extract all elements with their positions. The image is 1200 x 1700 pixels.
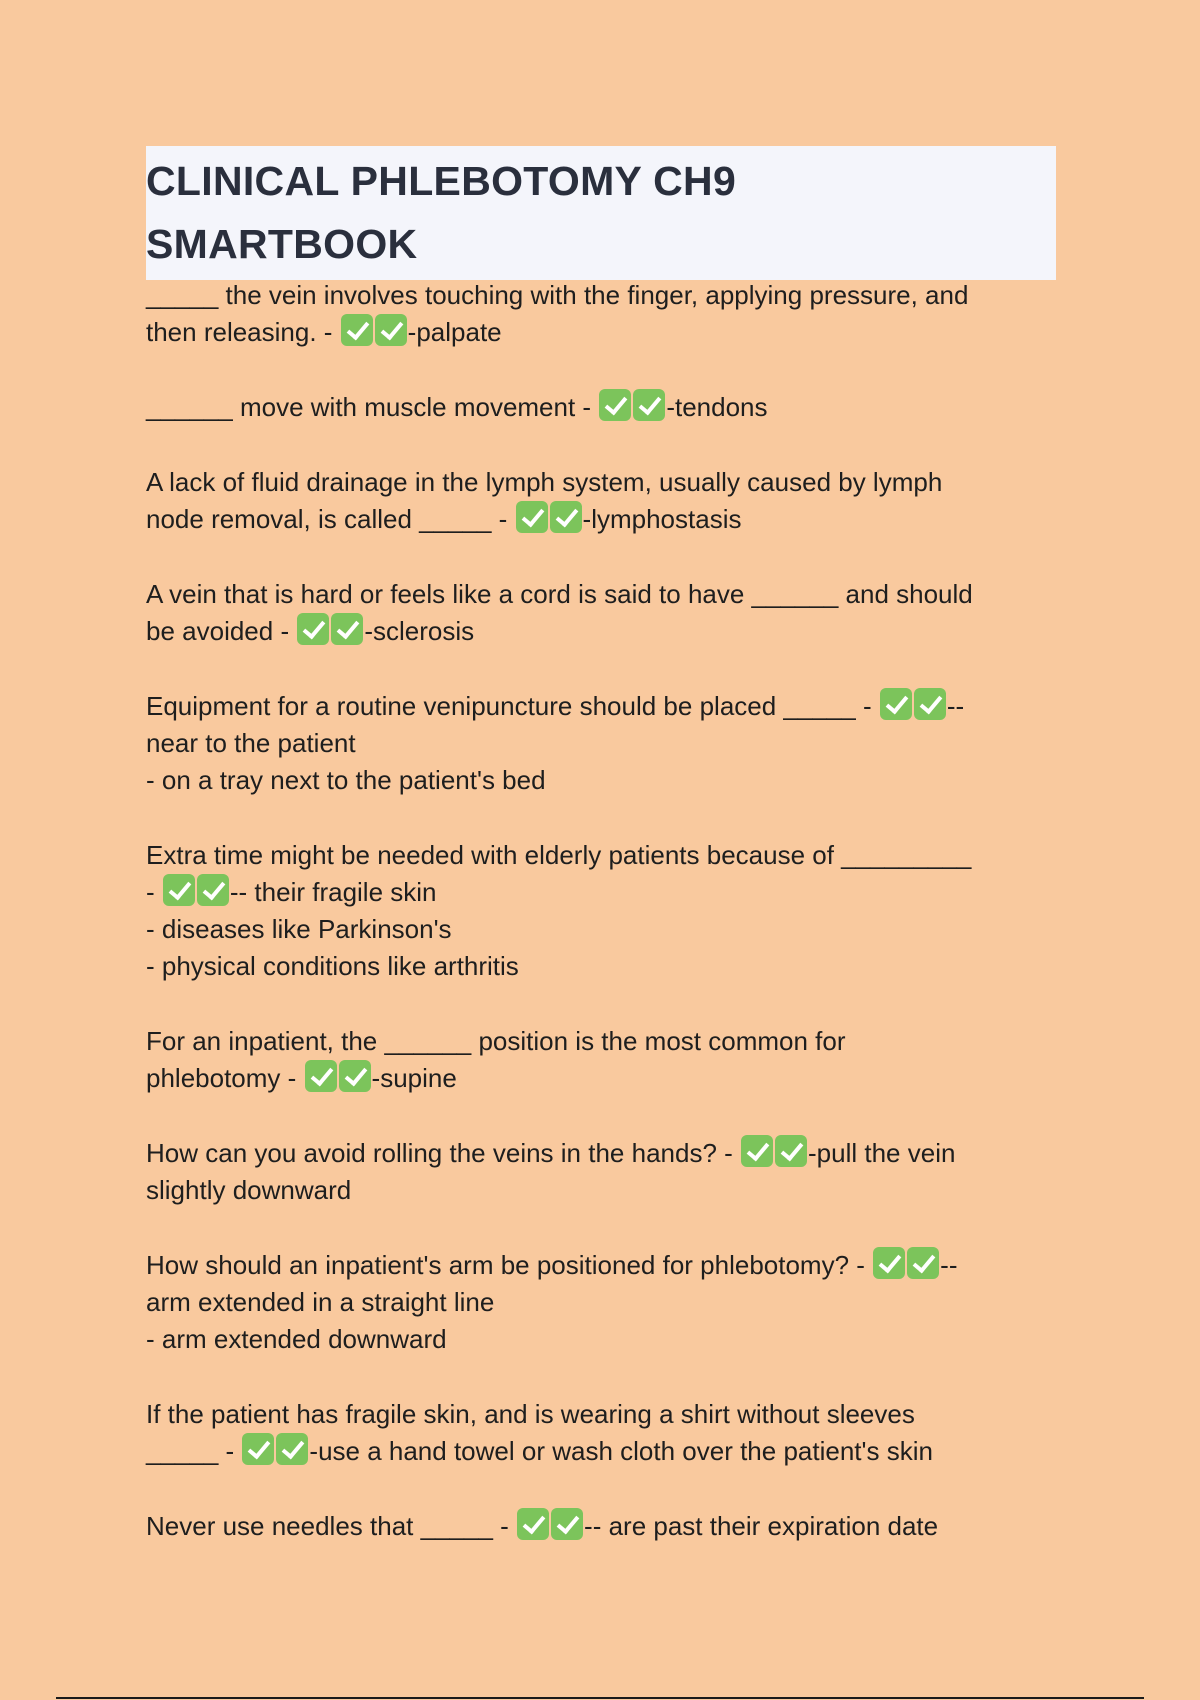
check-mark-icon	[914, 688, 946, 720]
answer-text: -palpate	[407, 317, 502, 347]
qa-line	[146, 314, 1066, 351]
answer-text: -lymphostasis	[582, 504, 742, 534]
double-check-mark-icon	[242, 1433, 308, 1465]
qa-line	[146, 1172, 1066, 1209]
double-check-mark-icon	[163, 874, 229, 906]
qa-line	[146, 613, 1066, 650]
answer-text: - arm extended downward	[146, 1324, 447, 1354]
qa-item	[146, 1023, 1066, 1097]
qa-item	[146, 576, 1066, 650]
qa-line	[146, 948, 1066, 985]
double-check-mark-icon	[873, 1247, 939, 1279]
answer-text: -use a hand towel or wash cloth over the patient's skin	[309, 1436, 933, 1466]
check-mark-icon	[550, 501, 582, 533]
footer-divider	[56, 1697, 1144, 1699]
answer-text: - physical conditions like arthritis	[146, 951, 519, 981]
qa-item	[146, 1135, 1066, 1209]
answer-text: slightly downward	[146, 1175, 352, 1205]
check-mark-icon	[297, 613, 329, 645]
double-check-mark-icon	[880, 688, 946, 720]
double-check-mark-icon	[517, 1508, 583, 1540]
answer-text: -pull the vein	[808, 1138, 956, 1168]
double-check-mark-icon	[516, 501, 582, 533]
qa-line	[146, 1023, 1066, 1060]
question-text: If the patient has fragile skin, and is wearing a shirt without sleeves	[146, 1399, 915, 1429]
qa-line	[146, 1247, 1066, 1284]
qa-line	[146, 576, 1066, 613]
check-mark-icon	[517, 1508, 549, 1540]
question-text: _____ -	[146, 1436, 242, 1466]
check-mark-icon	[880, 688, 912, 720]
question-text: A lack of fluid drainage in the lymph system, usually caused by lymph	[146, 467, 943, 497]
check-mark-icon	[341, 314, 373, 346]
title-line-1: CLINICAL PHLEBOTOMY CH9	[146, 158, 737, 204]
double-check-mark-icon	[297, 613, 363, 645]
check-mark-icon	[907, 1247, 939, 1279]
check-mark-icon	[197, 874, 229, 906]
answer-text: -- are past their expiration date	[584, 1511, 939, 1541]
question-text: _____ the vein involves touching with the finger, applying pressure, and	[146, 280, 969, 310]
check-mark-icon	[599, 389, 631, 421]
question-text: Equipment for a routine venipuncture should be placed _____ -	[146, 691, 879, 721]
qa-item	[146, 277, 1066, 351]
double-check-mark-icon	[305, 1060, 371, 1092]
answer-text: -tendons	[666, 392, 768, 422]
page-title	[146, 146, 1056, 276]
qa-item	[146, 1508, 1066, 1545]
qa-line	[146, 688, 1066, 725]
question-text: be avoided -	[146, 616, 297, 646]
qa-line	[146, 1396, 1066, 1433]
check-mark-icon	[331, 613, 363, 645]
check-mark-icon	[339, 1060, 371, 1092]
check-mark-icon	[242, 1433, 274, 1465]
question-text: Extra time might be needed with elderly patients because of _________	[146, 840, 972, 870]
qa-item	[146, 837, 1066, 985]
qa-item	[146, 1396, 1066, 1470]
check-mark-icon	[375, 314, 407, 346]
check-mark-icon	[305, 1060, 337, 1092]
qa-line	[146, 762, 1066, 799]
qa-item	[146, 464, 1066, 538]
question-text: A vein that is hard or feels like a cord is said to have ______ and should	[146, 579, 973, 609]
check-mark-icon	[516, 501, 548, 533]
qa-line	[146, 911, 1066, 948]
question-text: then releasing. -	[146, 317, 340, 347]
qa-item	[146, 688, 1066, 799]
qa-line	[146, 389, 1066, 426]
qa-line	[146, 1284, 1066, 1321]
question-text: -	[146, 877, 162, 907]
qa-line	[146, 277, 1066, 314]
qa-list	[146, 277, 1066, 1583]
qa-line	[146, 501, 1066, 538]
double-check-mark-icon	[599, 389, 665, 421]
qa-line	[146, 1321, 1066, 1358]
title-line-2: SMARTBOOK	[146, 221, 418, 267]
question-text: How can you avoid rolling the veins in the hands? -	[146, 1138, 741, 1168]
question-text: phlebotomy -	[146, 1063, 304, 1093]
answer-text: - diseases like Parkinson's	[146, 914, 452, 944]
qa-line	[146, 1060, 1066, 1097]
double-check-mark-icon	[341, 314, 407, 346]
title-banner	[146, 146, 1056, 280]
answer-text: arm extended in a straight line	[146, 1287, 495, 1317]
answer-text: -supine	[371, 1063, 457, 1093]
answer-text: near to the patient	[146, 728, 356, 758]
qa-item	[146, 1247, 1066, 1358]
question-text: node removal, is called _____ -	[146, 504, 515, 534]
check-mark-icon	[276, 1433, 308, 1465]
check-mark-icon	[873, 1247, 905, 1279]
qa-line	[146, 1135, 1066, 1172]
question-text: Never use needles that _____ -	[146, 1511, 517, 1541]
qa-item	[146, 389, 1066, 426]
answer-text: -sclerosis	[364, 616, 475, 646]
answer-text: -- their fragile skin	[229, 877, 437, 907]
qa-line	[146, 874, 1066, 911]
qa-line	[146, 464, 1066, 501]
answer-text: --	[940, 1250, 958, 1280]
check-mark-icon	[741, 1135, 773, 1167]
double-check-mark-icon	[741, 1135, 807, 1167]
check-mark-icon	[775, 1135, 807, 1167]
answer-text: - on a tray next to the patient's bed	[146, 765, 546, 795]
qa-line	[146, 1433, 1066, 1470]
question-text: ______ move with muscle movement -	[146, 392, 599, 422]
qa-line	[146, 837, 1066, 874]
check-mark-icon	[633, 389, 665, 421]
question-text: For an inpatient, the ______ position is the most common for	[146, 1026, 846, 1056]
qa-line	[146, 1508, 1066, 1545]
question-text: How should an inpatient's arm be positioned for phlebotomy? -	[146, 1250, 873, 1280]
qa-line	[146, 725, 1066, 762]
check-mark-icon	[163, 874, 195, 906]
check-mark-icon	[551, 1508, 583, 1540]
answer-text: --	[946, 691, 965, 721]
